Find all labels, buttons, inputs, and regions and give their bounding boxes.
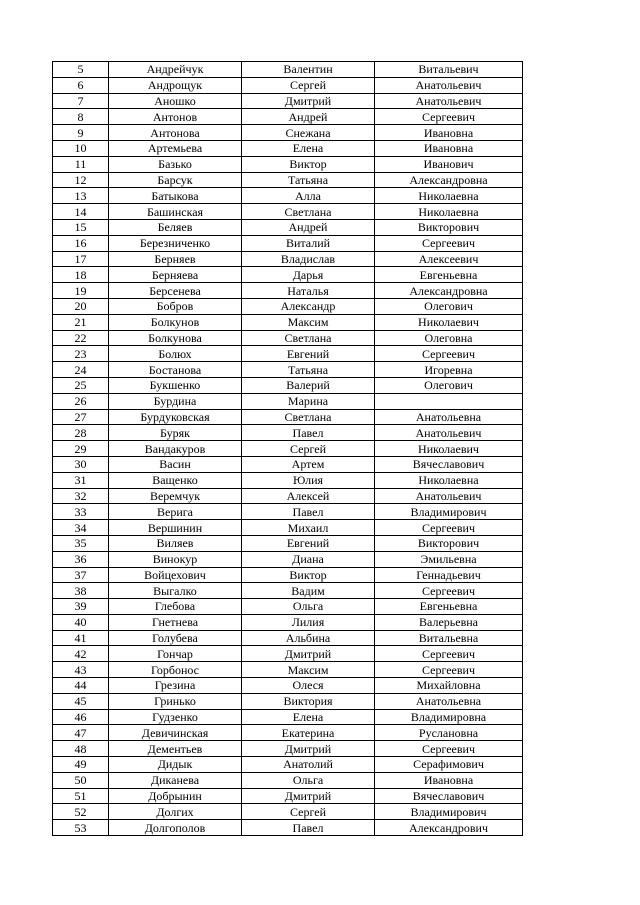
last-name-cell: Букшенко (109, 377, 242, 393)
patronymic-cell: Сергеевич (375, 741, 523, 757)
patronymic-cell: Николаевич (375, 441, 523, 457)
patronymic-cell: Александровна (375, 172, 523, 188)
patronymic-cell: Николаевна (375, 204, 523, 220)
row-number-cell: 32 (53, 488, 109, 504)
table-row (53, 583, 523, 599)
patronymic-cell: Викторович (375, 535, 523, 551)
row-number-cell: 10 (53, 140, 109, 156)
first-name-cell: Светлана (242, 204, 375, 220)
last-name-cell: Верига (109, 504, 242, 520)
row-number-cell: 27 (53, 409, 109, 425)
row-number-cell: 7 (53, 93, 109, 109)
names-table-body (53, 62, 523, 836)
table-row (53, 520, 523, 536)
first-name-cell: Михаил (242, 520, 375, 536)
patronymic-cell: Викторович (375, 219, 523, 235)
row-number-cell: 12 (53, 172, 109, 188)
first-name-cell: Дмитрий (242, 93, 375, 109)
last-name-cell: Ващенко (109, 472, 242, 488)
patronymic-cell: Олегович (375, 298, 523, 314)
first-name-cell: Светлана (242, 330, 375, 346)
first-name-cell: Андрей (242, 219, 375, 235)
last-name-cell: Васин (109, 456, 242, 472)
table-row (53, 662, 523, 678)
row-number-cell: 33 (53, 504, 109, 520)
table-row (53, 204, 523, 220)
row-number-cell: 17 (53, 251, 109, 267)
first-name-cell: Сергей (242, 77, 375, 93)
patronymic-cell: Олеговна (375, 330, 523, 346)
last-name-cell: Девичинская (109, 725, 242, 741)
last-name-cell: Войцехович (109, 567, 242, 583)
first-name-cell: Дарья (242, 267, 375, 283)
row-number-cell: 36 (53, 551, 109, 567)
patronymic-cell: Анатольевич (375, 93, 523, 109)
table-row (53, 267, 523, 283)
patronymic-cell: Сергеевич (375, 346, 523, 362)
last-name-cell: Башинская (109, 204, 242, 220)
table-row (53, 314, 523, 330)
table-row (53, 425, 523, 441)
patronymic-cell: Анатольевич (375, 488, 523, 504)
last-name-cell: Артемьева (109, 140, 242, 156)
first-name-cell: Диана (242, 551, 375, 567)
patronymic-cell (375, 393, 523, 409)
table-row (53, 551, 523, 567)
patronymic-cell: Михайловна (375, 678, 523, 694)
row-number-cell: 39 (53, 599, 109, 615)
table-row (53, 441, 523, 457)
first-name-cell: Максим (242, 314, 375, 330)
first-name-cell: Александр (242, 298, 375, 314)
first-name-cell: Екатерина (242, 725, 375, 741)
row-number-cell: 11 (53, 156, 109, 172)
row-number-cell: 24 (53, 362, 109, 378)
row-number-cell: 41 (53, 630, 109, 646)
patronymic-cell: Евгеньевна (375, 267, 523, 283)
first-name-cell: Наталья (242, 283, 375, 299)
first-name-cell: Светлана (242, 409, 375, 425)
first-name-cell: Татьяна (242, 362, 375, 378)
table-row (53, 62, 523, 78)
first-name-cell: Юлия (242, 472, 375, 488)
last-name-cell: Бурдина (109, 393, 242, 409)
patronymic-cell: Александровна (375, 283, 523, 299)
table-row (53, 125, 523, 141)
patronymic-cell: Евгеньевна (375, 599, 523, 615)
last-name-cell: Добрынин (109, 788, 242, 804)
first-name-cell: Максим (242, 662, 375, 678)
last-name-cell: Болкунов (109, 314, 242, 330)
last-name-cell: Барсук (109, 172, 242, 188)
row-number-cell: 28 (53, 425, 109, 441)
table-row (53, 630, 523, 646)
table-row (53, 535, 523, 551)
row-number-cell: 44 (53, 678, 109, 694)
patronymic-cell: Владимировна (375, 709, 523, 725)
table-row (53, 757, 523, 773)
row-number-cell: 34 (53, 520, 109, 536)
last-name-cell: Аношко (109, 93, 242, 109)
row-number-cell: 22 (53, 330, 109, 346)
table-row (53, 820, 523, 836)
row-number-cell: 30 (53, 456, 109, 472)
first-name-cell: Альбина (242, 630, 375, 646)
row-number-cell: 14 (53, 204, 109, 220)
last-name-cell: Андрощук (109, 77, 242, 93)
last-name-cell: Берсенева (109, 283, 242, 299)
patronymic-cell: Витальевич (375, 62, 523, 78)
row-number-cell: 16 (53, 235, 109, 251)
row-number-cell: 26 (53, 393, 109, 409)
patronymic-cell: Ивановна (375, 125, 523, 141)
patronymic-cell: Владимирович (375, 504, 523, 520)
last-name-cell: Андрейчук (109, 62, 242, 78)
last-name-cell: Гнетнева (109, 614, 242, 630)
table-row (53, 614, 523, 630)
patronymic-cell: Владимирович (375, 804, 523, 820)
last-name-cell: Вершинин (109, 520, 242, 536)
patronymic-cell: Анатольевич (375, 77, 523, 93)
last-name-cell: Долгих (109, 804, 242, 820)
patronymic-cell: Витальевна (375, 630, 523, 646)
first-name-cell: Виктор (242, 567, 375, 583)
patronymic-cell: Николаевна (375, 188, 523, 204)
last-name-cell: Вандакуров (109, 441, 242, 457)
row-number-cell: 6 (53, 77, 109, 93)
row-number-cell: 8 (53, 109, 109, 125)
table-row (53, 409, 523, 425)
first-name-cell: Анатолий (242, 757, 375, 773)
row-number-cell: 47 (53, 725, 109, 741)
patronymic-cell: Вячеславович (375, 788, 523, 804)
patronymic-cell: Николаевна (375, 472, 523, 488)
row-number-cell: 20 (53, 298, 109, 314)
patronymic-cell: Руслановна (375, 725, 523, 741)
first-name-cell: Снежана (242, 125, 375, 141)
table-row (53, 804, 523, 820)
first-name-cell: Артем (242, 456, 375, 472)
first-name-cell: Валерий (242, 377, 375, 393)
last-name-cell: Голубева (109, 630, 242, 646)
last-name-cell: Гринько (109, 693, 242, 709)
table-row (53, 235, 523, 251)
row-number-cell: 25 (53, 377, 109, 393)
row-number-cell: 40 (53, 614, 109, 630)
row-number-cell: 37 (53, 567, 109, 583)
row-number-cell: 18 (53, 267, 109, 283)
first-name-cell: Дмитрий (242, 741, 375, 757)
patronymic-cell: Иванович (375, 156, 523, 172)
table-row (53, 156, 523, 172)
last-name-cell: Бостанова (109, 362, 242, 378)
first-name-cell: Павел (242, 504, 375, 520)
table-row (53, 788, 523, 804)
last-name-cell: Дидык (109, 757, 242, 773)
last-name-cell: Буряк (109, 425, 242, 441)
last-name-cell: Гудзенко (109, 709, 242, 725)
row-number-cell: 51 (53, 788, 109, 804)
first-name-cell: Сергей (242, 441, 375, 457)
row-number-cell: 52 (53, 804, 109, 820)
patronymic-cell: Серафимович (375, 757, 523, 773)
last-name-cell: Беляев (109, 219, 242, 235)
table-row (53, 741, 523, 757)
table-row (53, 678, 523, 694)
first-name-cell: Виталий (242, 235, 375, 251)
table-row (53, 283, 523, 299)
patronymic-cell: Николаевич (375, 314, 523, 330)
last-name-cell: Берняев (109, 251, 242, 267)
first-name-cell: Павел (242, 425, 375, 441)
row-number-cell: 38 (53, 583, 109, 599)
last-name-cell: Антонов (109, 109, 242, 125)
row-number-cell: 23 (53, 346, 109, 362)
patronymic-cell: Анатольевна (375, 409, 523, 425)
patronymic-cell: Сергеевич (375, 520, 523, 536)
table-row (53, 298, 523, 314)
first-name-cell: Татьяна (242, 172, 375, 188)
patronymic-cell: Сергеевич (375, 109, 523, 125)
first-name-cell: Виктория (242, 693, 375, 709)
patronymic-cell: Сергеевич (375, 662, 523, 678)
table-row (53, 346, 523, 362)
table-row (53, 488, 523, 504)
first-name-cell: Алла (242, 188, 375, 204)
row-number-cell: 49 (53, 757, 109, 773)
last-name-cell: Грезина (109, 678, 242, 694)
last-name-cell: Батыкова (109, 188, 242, 204)
row-number-cell: 53 (53, 820, 109, 836)
table-row (53, 140, 523, 156)
last-name-cell: Болкунова (109, 330, 242, 346)
first-name-cell: Ольга (242, 599, 375, 615)
last-name-cell: Долгополов (109, 820, 242, 836)
first-name-cell: Павел (242, 820, 375, 836)
row-number-cell: 19 (53, 283, 109, 299)
last-name-cell: Глебова (109, 599, 242, 615)
table-row (53, 725, 523, 741)
patronymic-cell: Геннадьевич (375, 567, 523, 583)
row-number-cell: 31 (53, 472, 109, 488)
first-name-cell: Олеся (242, 678, 375, 694)
patronymic-cell: Эмильевна (375, 551, 523, 567)
last-name-cell: Базько (109, 156, 242, 172)
last-name-cell: Виляев (109, 535, 242, 551)
row-number-cell: 15 (53, 219, 109, 235)
last-name-cell: Бобров (109, 298, 242, 314)
table-row (53, 393, 523, 409)
table-row (53, 709, 523, 725)
first-name-cell: Елена (242, 709, 375, 725)
last-name-cell: Антонова (109, 125, 242, 141)
first-name-cell: Елена (242, 140, 375, 156)
last-name-cell: Горбонос (109, 662, 242, 678)
row-number-cell: 21 (53, 314, 109, 330)
row-number-cell: 13 (53, 188, 109, 204)
table-row (53, 251, 523, 267)
row-number-cell: 45 (53, 693, 109, 709)
table-row (53, 646, 523, 662)
first-name-cell: Владислав (242, 251, 375, 267)
first-name-cell: Марина (242, 393, 375, 409)
table-row (53, 772, 523, 788)
patronymic-cell: Валерьевна (375, 614, 523, 630)
row-number-cell: 29 (53, 441, 109, 457)
patronymic-cell: Алексеевич (375, 251, 523, 267)
table-row (53, 93, 523, 109)
last-name-cell: Берняева (109, 267, 242, 283)
row-number-cell: 5 (53, 62, 109, 78)
first-name-cell: Сергей (242, 804, 375, 820)
first-name-cell: Евгений (242, 346, 375, 362)
patronymic-cell: Сергеевич (375, 235, 523, 251)
first-name-cell: Лилия (242, 614, 375, 630)
last-name-cell: Бурдуковская (109, 409, 242, 425)
row-number-cell: 48 (53, 741, 109, 757)
first-name-cell: Виктор (242, 156, 375, 172)
patronymic-cell: Сергеевич (375, 646, 523, 662)
first-name-cell: Валентин (242, 62, 375, 78)
row-number-cell: 50 (53, 772, 109, 788)
patronymic-cell: Александрович (375, 820, 523, 836)
patronymic-cell: Анатольевич (375, 425, 523, 441)
table-row (53, 109, 523, 125)
table-row (53, 77, 523, 93)
last-name-cell: Выгалко (109, 583, 242, 599)
table-row (53, 377, 523, 393)
last-name-cell: Веремчук (109, 488, 242, 504)
table-row (53, 504, 523, 520)
patronymic-cell: Олегович (375, 377, 523, 393)
first-name-cell: Ольга (242, 772, 375, 788)
patronymic-cell: Анатольевна (375, 693, 523, 709)
last-name-cell: Дементьев (109, 741, 242, 757)
row-number-cell: 43 (53, 662, 109, 678)
row-number-cell: 42 (53, 646, 109, 662)
table-row (53, 567, 523, 583)
first-name-cell: Дмитрий (242, 646, 375, 662)
table-row (53, 472, 523, 488)
patronymic-cell: Вячеславович (375, 456, 523, 472)
first-name-cell: Дмитрий (242, 788, 375, 804)
patronymic-cell: Сергеевич (375, 583, 523, 599)
patronymic-cell: Ивановна (375, 772, 523, 788)
table-row (53, 693, 523, 709)
row-number-cell: 35 (53, 535, 109, 551)
patronymic-cell: Игоревна (375, 362, 523, 378)
row-number-cell: 9 (53, 125, 109, 141)
last-name-cell: Березниченко (109, 235, 242, 251)
row-number-cell: 46 (53, 709, 109, 725)
last-name-cell: Винокур (109, 551, 242, 567)
first-name-cell: Алексей (242, 488, 375, 504)
table-row (53, 172, 523, 188)
last-name-cell: Диканева (109, 772, 242, 788)
table-row (53, 188, 523, 204)
table-row (53, 599, 523, 615)
table-row (53, 330, 523, 346)
table-row (53, 219, 523, 235)
first-name-cell: Андрей (242, 109, 375, 125)
last-name-cell: Гончар (109, 646, 242, 662)
patronymic-cell: Ивановна (375, 140, 523, 156)
table-row (53, 456, 523, 472)
first-name-cell: Вадим (242, 583, 375, 599)
first-name-cell: Евгений (242, 535, 375, 551)
last-name-cell: Болюх (109, 346, 242, 362)
table-row (53, 362, 523, 378)
names-table (52, 61, 523, 836)
